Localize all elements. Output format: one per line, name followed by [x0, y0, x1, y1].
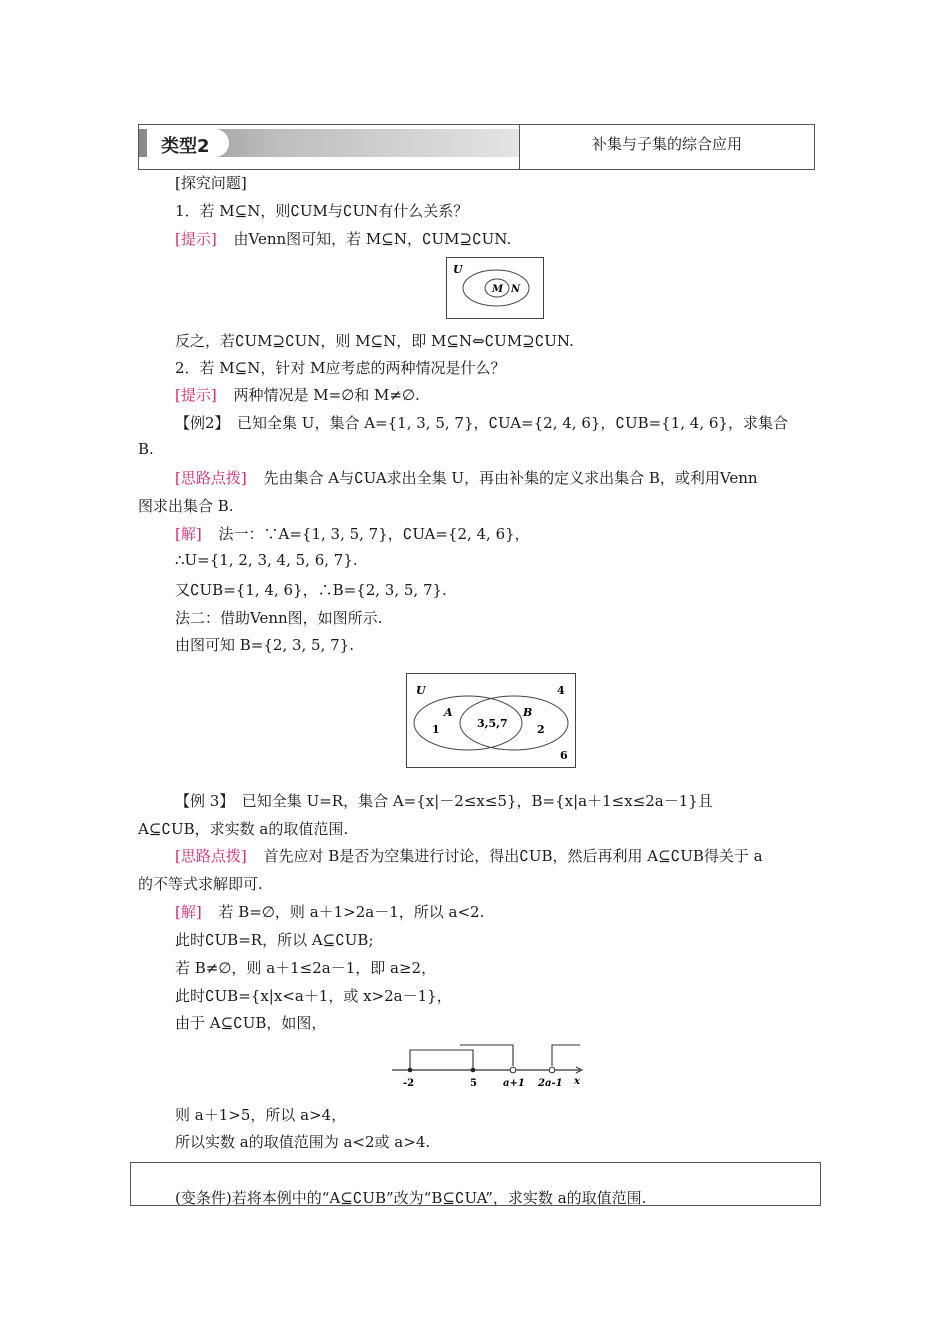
axis-label: x: [574, 1076, 580, 1087]
venn-diagram-mn: [446, 257, 544, 319]
solution-line: 由于 A⊆∁UB，如图，: [175, 1014, 327, 1032]
converse-line: 反之，若∁UM⊇∁UN，则 M⊆N，即 M⊆N⇔∁UM⊇∁UN.: [175, 332, 574, 350]
solution-line: 又∁UB={1, 4, 6}，∴B={2, 3, 5, 7}.: [175, 581, 447, 599]
venn1-label-m: M: [492, 284, 504, 295]
venn2-intersection: 3,5,7: [477, 717, 508, 730]
section-tag: [139, 129, 519, 157]
point-neg2: [408, 1068, 413, 1073]
tick-label: -2: [403, 1078, 415, 1089]
explore-heading: [探究问题]: [175, 174, 247, 192]
example-3-statement: 【例 3】 已知全集 U=R，集合 A={x|－2≤x≤5}，B={x|a＋1≤x≤2a－1}且: [175, 792, 713, 810]
ray-right-bracket: [552, 1045, 580, 1066]
venn-diagram-ab: [406, 673, 576, 768]
hint-tag: [提示]: [175, 230, 217, 248]
tick-label: a+1: [503, 1078, 525, 1089]
example-2-statement-cont: B.: [138, 440, 154, 458]
hint-1: [175, 228, 511, 249]
solution-line: ∴U={1, 2, 3, 4, 5, 6, 7}.: [175, 551, 358, 569]
venn2-label-u: U: [416, 684, 426, 697]
example-2-approach-cont: 图求出集合 B.: [138, 497, 234, 515]
example-2-solution: [175, 523, 530, 544]
solution-line: 法二：借助Venn图，如图所示.: [175, 609, 383, 627]
solution-conclusion: 所以实数 a的取值范围为 a<2或 a>4.: [175, 1133, 431, 1151]
approach-text: 先由集合 A与∁UA求出全集 U，再由补集的定义求出集合 B，或利用Venn: [263, 469, 758, 487]
question-2: 2．若 M⊆N，针对 M应考虑的两种情况是什么？: [175, 359, 506, 377]
example-2-statement: 【例2】 已知全集 U，集合 A={1, 3, 5, 7}，∁UA={2, 4, 6}，∁UB={1, 4, 6}，求集合: [175, 414, 788, 432]
solution-line: 若 B≠∅，则 a＋1≤2a－1，即 a≥2，: [175, 959, 437, 977]
venn2-a-only: 1: [432, 723, 440, 736]
tick-label: 5: [470, 1078, 477, 1089]
venn2-label-a: A: [444, 706, 453, 719]
point-a-plus-1: [510, 1067, 516, 1073]
point-2a-minus-1: [549, 1067, 555, 1073]
section-header: [138, 124, 815, 170]
solution-text: 若 B=∅，则 a＋1>2a－1，所以 a<2.: [218, 903, 485, 921]
solution-line: 由图可知 B={2, 3, 5, 7}.: [175, 636, 354, 654]
approach-text: 首先应对 B是否为空集进行讨论，得出∁UB，然后再利用 A⊆∁UB得关于 a: [263, 847, 763, 865]
hint-2: [175, 384, 420, 405]
interval-a-bracket: [410, 1050, 473, 1070]
ray-left-bracket: [460, 1045, 513, 1066]
venn2-outside-4: 4: [557, 684, 565, 697]
number-line-figure: [390, 1042, 590, 1090]
approach-tag: [思路点拨]: [175, 469, 247, 487]
point-5: [471, 1068, 476, 1073]
variant-question: (变条件)若将本例中的“A⊆∁UB”改为“B⊆∁UA”，求实数 a的取值范围.: [175, 1189, 647, 1207]
hint-tag: [提示]: [175, 386, 217, 404]
solution-text: 法一：∵A={1, 3, 5, 7}，∁UA={2, 4, 6}，: [218, 525, 530, 543]
tick-label: 2a-1: [538, 1078, 563, 1089]
section-title: 补集与子集的综合应用: [591, 135, 742, 153]
hint-text: 由Venn图可知，若 M⊆N，∁UM⊇∁UN.: [233, 230, 512, 248]
example-3-approach: [175, 845, 763, 866]
solution-line: 则 a＋1>5，所以 a>4，: [175, 1106, 347, 1124]
solution-tag: [解]: [175, 525, 202, 543]
venn2-label-b: B: [523, 706, 533, 719]
section-tag-label: 类型2: [161, 136, 210, 157]
venn2-b-only: 2: [537, 723, 545, 736]
solution-tag: [解]: [175, 903, 202, 921]
approach-tag: [思路点拨]: [175, 847, 247, 865]
venn1-label-n: N: [511, 284, 521, 295]
example-3-solution: [175, 901, 484, 922]
example-3-approach-cont: 的不等式求解即可.: [138, 875, 263, 893]
hint-text: 两种情况是 M=∅和 M≠∅.: [233, 386, 420, 404]
question-1: 1．若 M⊆N，则∁UM与∁UN有什么关系？: [175, 202, 469, 220]
solution-line: 此时∁UB={x|x<a＋1，或 x>2a－1}，: [175, 987, 452, 1005]
venn1-label-u: U: [453, 263, 463, 276]
venn2-outside-6: 6: [560, 749, 568, 762]
solution-line: 此时∁UB=R，所以 A⊆∁UB;: [175, 931, 374, 949]
example-3-statement-cont: A⊆∁UB，求实数 a的取值范围.: [138, 820, 349, 838]
example-2-approach: [175, 467, 758, 488]
